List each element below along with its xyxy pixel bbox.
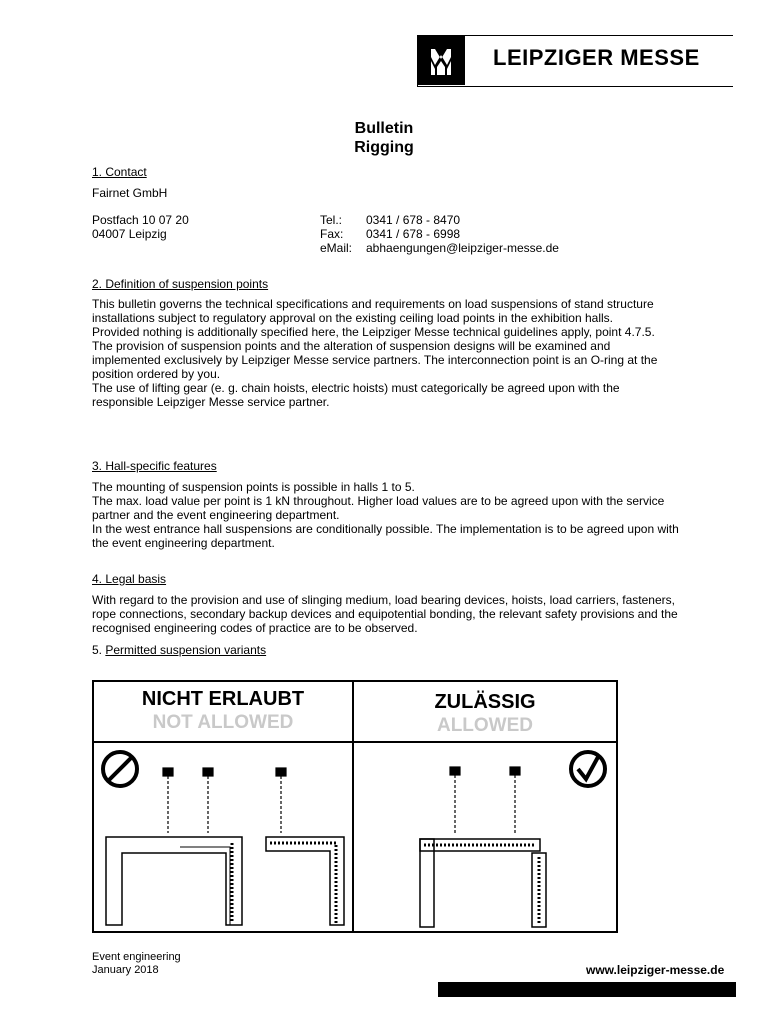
checkmark-icon bbox=[571, 752, 605, 786]
section-number: 5. bbox=[92, 643, 103, 657]
section-body-hall-features bbox=[92, 480, 682, 550]
suspension-point-icon bbox=[450, 767, 520, 835]
section-heading-hall-features: 3. Hall-specific features bbox=[92, 459, 217, 473]
email-value[interactable]: abhaengungen@leipziger-messe.de bbox=[366, 241, 559, 255]
allowed-title: ZULÄSSIG bbox=[434, 691, 536, 713]
truss-structure bbox=[420, 839, 546, 927]
paragraph: The mounting of suspension points is possible in halls 1 to 5. bbox=[92, 480, 415, 494]
fax-label: Fax: bbox=[320, 227, 344, 241]
doc-subtitle: Rigging bbox=[354, 139, 414, 156]
logo-text: LEIPZIGER MESSE bbox=[493, 45, 700, 70]
section-heading-variants bbox=[92, 643, 266, 657]
not-allowed-title: NICHT ERLAUBT bbox=[141, 688, 305, 710]
paragraph: The max. load value per point is 1 kN throughout. Higher load values are to be agreed upon with the service partner and the event engineering department. bbox=[92, 494, 665, 522]
section-heading-text: Permitted suspension variants bbox=[105, 643, 267, 657]
mm-logo-icon bbox=[417, 35, 465, 85]
paragraph: With regard to the provision and use of slinging medium, load bearing devices, hoists, load carriers, fasteners, rope connections, secondary backup devices and equipotential bonding, the relevant safety provisions and the recognised engineering codes of practice are to be observed. bbox=[92, 593, 678, 635]
section-heading-legal: 4. Legal basis bbox=[92, 572, 167, 586]
section-heading-definition: 2. Definition of suspension points bbox=[92, 277, 269, 291]
address-line-2: 04007 Leipzig bbox=[92, 227, 167, 241]
fax-value: 0341 / 678 - 6998 bbox=[366, 227, 461, 241]
footer-department: Event engineering bbox=[92, 951, 181, 963]
allowed-drawing bbox=[354, 743, 616, 929]
footer-bar bbox=[438, 982, 736, 997]
footer-date: January 2018 bbox=[92, 964, 159, 976]
section-heading-contact: 1. Contact bbox=[92, 165, 147, 179]
company-name: Fairnet GmbH bbox=[92, 186, 168, 200]
paragraph: The use of lifting gear (e. g. chain hoists, electric hoists) must categorically be agreed upon with the responsible Leipziger Messe service partner. bbox=[92, 381, 620, 409]
suspension-point-icon bbox=[163, 768, 286, 833]
paragraph: In the west entrance hall suspensions are conditionally possible. The implementation is to be agreed upon with the event engineering department. bbox=[92, 522, 679, 550]
prohibited-icon bbox=[103, 752, 137, 786]
tel-label: Tel.: bbox=[320, 213, 343, 227]
address-line-1: Postfach 10 07 20 bbox=[92, 213, 189, 227]
paragraph: Provided nothing is additionally specified here, the Leipziger Messe technical guidelines apply, point 4.7.5. bbox=[92, 325, 655, 339]
paragraph: This bulletin governs the technical specifications and requirements on load suspensions of stand structure installations subject to regulatory approval on the existing ceiling load points in the exhibition halls. bbox=[92, 297, 654, 325]
not-allowed-drawing bbox=[94, 743, 352, 929]
email-label: eMail: bbox=[320, 241, 353, 255]
section-body-legal bbox=[92, 593, 682, 635]
wall-structure-right bbox=[266, 837, 344, 925]
not-allowed-subtitle: NOT ALLOWED bbox=[152, 712, 294, 733]
allowed-subtitle: ALLOWED bbox=[436, 715, 534, 736]
footer-website-link[interactable]: www.leipziger-messe.de bbox=[586, 963, 725, 977]
wall-structure-left bbox=[106, 837, 242, 925]
paragraph: The provision of suspension points and the alteration of suspension designs will be examined and implemented exclusively by Leipziger Messe service partners. The interconnection point is an O-ring at the position ordered by you. bbox=[92, 339, 658, 381]
doc-title: Bulletin bbox=[354, 120, 414, 137]
tel-value: 0341 / 678 - 8470 bbox=[366, 213, 461, 227]
section-body-definition bbox=[92, 297, 682, 409]
